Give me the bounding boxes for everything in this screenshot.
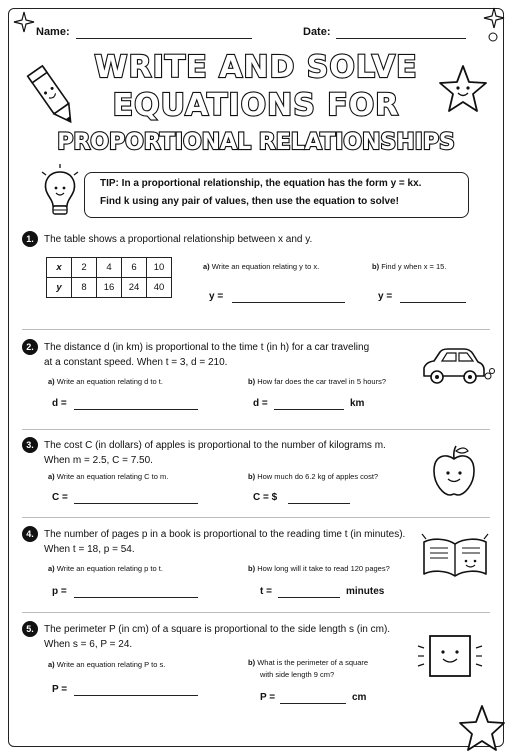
q1-answer-a-field[interactable]: [232, 302, 345, 303]
q5-answer-a-field[interactable]: [74, 695, 198, 696]
apple-icon: [430, 443, 478, 499]
q5-answer-b-field[interactable]: [280, 703, 346, 704]
title-line-2: EQUATIONS FOR: [112, 88, 400, 123]
q2-answer-a-label: d =: [52, 398, 67, 409]
q5-answer-a-label: P =: [52, 684, 68, 695]
table-cell: 8: [72, 278, 97, 298]
q3-part-b: b) How much do 6.2 kg of apples cost?: [248, 472, 379, 481]
q2-answer-b-label: d =: [253, 398, 268, 409]
lightbulb-icon: [38, 164, 82, 220]
q4-answer-b-field[interactable]: [278, 597, 340, 598]
q5-answer-b-label: P =: [260, 692, 276, 703]
date-field[interactable]: [336, 38, 466, 39]
q1-answer-b-label: y =: [378, 291, 393, 302]
question-2-text-2: at a constant speed. When t = 3, d = 210.: [44, 357, 228, 368]
question-4-number: 4.: [22, 526, 38, 542]
corner-dot-icon: [488, 32, 498, 42]
divider: [22, 429, 490, 430]
date-label: Date:: [303, 26, 331, 38]
q5-part-b-line-2: with side length 9 cm?: [260, 670, 335, 679]
q2-answer-a-field[interactable]: [74, 409, 198, 410]
name-field[interactable]: [76, 38, 252, 39]
q3-answer-a-label: C =: [52, 492, 68, 503]
divider: [22, 329, 490, 330]
q4-answer-a-field[interactable]: [74, 597, 198, 598]
name-label: Name:: [36, 26, 70, 38]
table-cell: 24: [122, 278, 147, 298]
car-icon: [420, 346, 490, 390]
table-row: [47, 278, 172, 298]
q3-part-a: a) Write an equation relating C to m.: [48, 472, 169, 481]
square-face-icon: [416, 632, 486, 688]
question-5-text-2: When s = 6, P = 24.: [44, 639, 133, 650]
q4-answer-b-label: t =: [260, 586, 272, 597]
question-5-text-1: The perimeter P (in cm) of a square is proportional to the side length s (in cm).: [44, 624, 391, 635]
q2-part-b: b) How far does the car travel in 5 hours?: [248, 377, 387, 386]
q1-answer-a-label: y =: [209, 291, 224, 302]
q4-part-b: b) How long will it take to read 120 pages?: [248, 564, 390, 573]
table-header-y: y: [47, 278, 72, 298]
q5-part-b: b) What is the perimeter of a square: [248, 658, 369, 667]
q2-answer-b-field[interactable]: [274, 409, 344, 410]
question-1-text: The table shows a proportional relationship between x and y.: [44, 234, 313, 245]
question-4-text-2: When t = 18, p = 54.: [44, 544, 135, 555]
q3-answer-a-field[interactable]: [74, 503, 198, 504]
table-cell: 4: [97, 258, 122, 278]
table-header-x: x: [47, 258, 72, 278]
q1-part-a: a) Write an equation relating y to x.: [203, 262, 320, 271]
corner-sparkle-icon: [14, 12, 34, 32]
q4-unit-b: minutes: [346, 586, 385, 597]
q5-part-a: a) Write an equation relating P to s.: [48, 660, 166, 669]
table-cell: 16: [97, 278, 122, 298]
q1-data-table: [46, 257, 172, 298]
open-book-icon: [420, 534, 490, 582]
question-5-number: 5.: [22, 621, 38, 637]
question-3-number: 3.: [22, 437, 38, 453]
divider: [22, 612, 490, 613]
question-2-number: 2.: [22, 339, 38, 355]
question-3-text-2: When m = 2.5, C = 7.50.: [44, 455, 153, 466]
table-cell: 6: [122, 258, 147, 278]
q4-answer-a-label: p =: [52, 586, 67, 597]
tip-line-1: TIP: In a proportional relationship, the equation has the form y = kx.: [100, 178, 422, 189]
q2-part-a: a) Write an equation relating d to t.: [48, 377, 163, 386]
star-icon: [438, 64, 488, 114]
question-4-text-1: The number of pages p in a book is proportional to the reading time t (in minutes).: [44, 529, 406, 540]
q1-answer-b-field[interactable]: [400, 302, 466, 303]
table-cell: 2: [72, 258, 97, 278]
q2-unit-b: km: [350, 398, 365, 409]
divider: [22, 517, 490, 518]
question-1-number: 1.: [22, 231, 38, 247]
table-cell: 40: [147, 278, 172, 298]
corner-sparkle-icon: [484, 8, 504, 28]
q4-part-a: a) Write an equation relating p to t.: [48, 564, 163, 573]
q1-part-b: b) Find y when x = 15.: [372, 262, 447, 271]
title-line-1: WRITE AND SOLVE: [94, 50, 418, 85]
corner-star-icon: [458, 704, 506, 752]
tip-line-2: Find k using any pair of values, then use the equation to solve!: [100, 196, 399, 207]
q5-unit-b: cm: [352, 692, 367, 703]
title-line-3: PROPORTIONAL RELATIONSHIPS: [57, 130, 455, 155]
q3-answer-b-field[interactable]: [288, 503, 350, 504]
pencil-icon: [22, 62, 82, 132]
question-2-text-1: The distance d (in km) is proportional to the time t (in h) for a car traveling: [44, 342, 370, 353]
table-row: [47, 258, 172, 278]
table-cell: 10: [147, 258, 172, 278]
q3-answer-b-label: C = $: [253, 492, 278, 503]
question-3-text-1: The cost C (in dollars) of apples is proportional to the number of kilograms m.: [44, 440, 386, 451]
